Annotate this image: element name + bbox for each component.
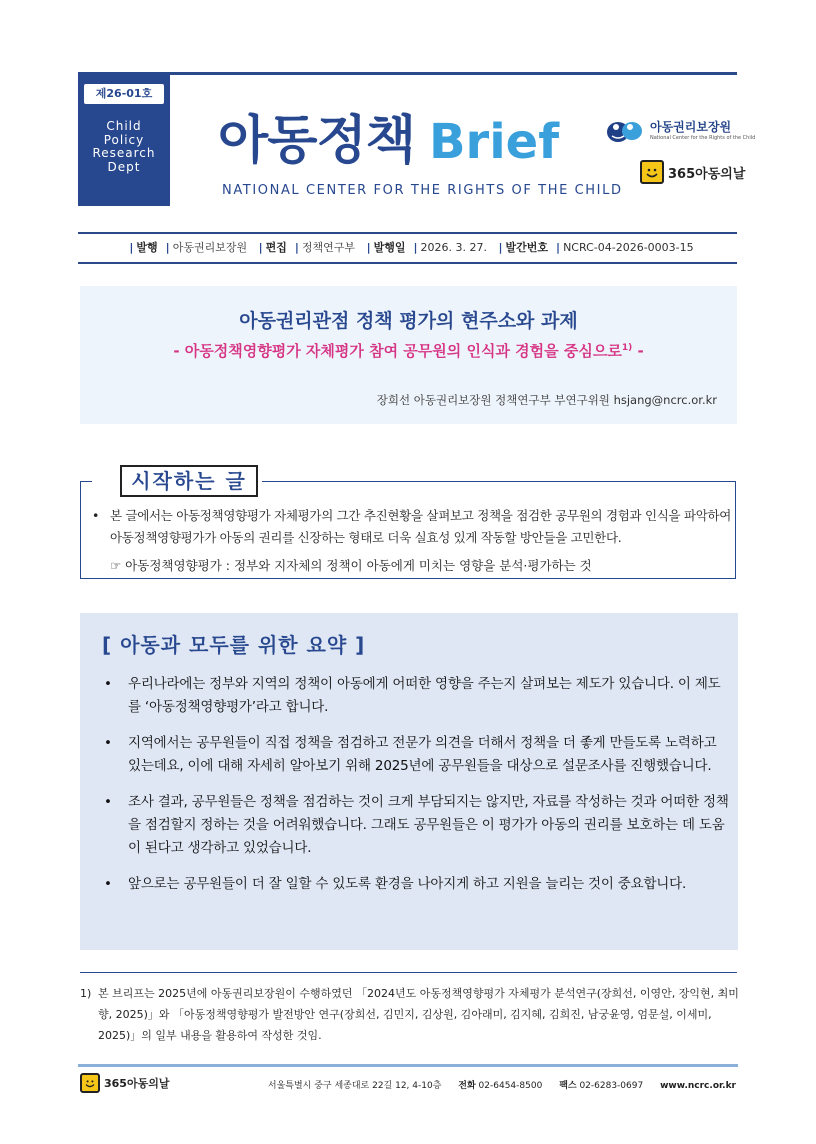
summary-box [80, 613, 738, 950]
editor-value: 정책연구부 [301, 241, 356, 254]
summary-item-text: 우리나라에는 정부와 지역의 정책이 아동에게 어떠한 영향을 주는지 살펴보는 제도가 있습니다. 이 제도를 ‘아동정책영향평가’라고 합니다. [128, 676, 721, 715]
separator: | [413, 241, 418, 254]
bullet: • [104, 676, 112, 692]
intro-heading: 시작하는 글 [120, 465, 258, 497]
brand-title-korean: 아동정책 [218, 111, 415, 171]
footer-campaign-text: 365아동의날 [104, 1077, 170, 1090]
footer-rule [78, 1064, 738, 1067]
date-label: 발행일 [373, 241, 406, 254]
bullet: • [104, 735, 112, 751]
intro-text: 본 글에서는 아동정책영향평가 자체평가의 그간 추진현황을 살펴보고 정책을 점검한 공무원의 경험과 인식을 파악하여 아동정책영향평가가 아동의 권리를 신장하는 형태로 더욱 실효성 있게 작동할 방안들을 고민한다. [110, 508, 732, 545]
date-value: 2026. 3. 27. [420, 241, 487, 254]
summary-item [102, 732, 732, 778]
fax-value: 02-6283-0697 [579, 1081, 644, 1091]
dept-line: Dept [107, 159, 141, 174]
website-link[interactable]: www.ncrc.or.kr [660, 1081, 736, 1091]
footnote-text: 본 브리프는 2025년에 아동권리보장원이 수행하였던 「2024년도 아동정책영향평가 자체평가 분석연구(장희선, 이영안, 장익현, 최미향, 2025)」와 「아동정책영향평가 발전방안 연구(장희선, 김민지, 김상원, 김아래미, 김지혜, 김희진, 남궁윤영, 엄문설, 이세미, 2025)」의 일부 내용을 활용하여 작성한 것임. [98, 987, 739, 1042]
phone-value: 02-6454-8500 [478, 1081, 543, 1091]
number-value: NCRC-04-2026-0003-15 [563, 241, 694, 254]
phone-label: 전화 [458, 1081, 476, 1091]
footer-address: 서울특별시 중구 세종대로 22길 12, 4-10층 [267, 1081, 442, 1091]
separator: | [165, 241, 170, 254]
separator: | [294, 241, 299, 254]
separator: | [258, 241, 263, 254]
separator: | [366, 241, 371, 254]
bullet: • [104, 794, 112, 810]
main-title: 아동권리관점 정책 평가의 현주소와 과제 [239, 310, 578, 332]
summary-item-text: 앞으로는 공무원들이 더 잘 일할 수 있도록 환경을 나아지게 하고 지원을 늘리는 것이 중요합니다. [128, 876, 687, 892]
intro-note: ☞ 아동정책영향평가 : 정부와 지자체의 정책이 아동에게 미치는 영향을 분석·평가하는 것 [110, 558, 592, 573]
dept-line: Policy [103, 132, 145, 147]
issue-number-badge: 제26-01호 [84, 84, 164, 104]
summary-heading: [ 아동과 모두를 위한 요약 ] [102, 633, 366, 657]
footer-campaign-logo [80, 1073, 170, 1095]
brand-title [218, 108, 559, 174]
footer-contact [268, 1078, 736, 1091]
smile-icon [640, 160, 664, 184]
bullet: • [104, 876, 112, 892]
header-top-rule [78, 72, 737, 75]
summary-item-text: 지역에서는 공무원들이 직접 정책을 점검하고 전문가 의견을 더해서 정책을 더 좋게 만들도록 노력하고 있는데요, 이에 대해 자세히 알아보기 위해 2025년에 공무원들을 대상으로 설문조사를 진행했습니다. [128, 735, 717, 774]
author-line: 장희선 아동권리보장원 정책연구부 부연구위원 hsjang@ncrc.or.kr [376, 393, 717, 407]
summary-list [102, 673, 732, 909]
separator: | [556, 241, 561, 254]
dept-label [78, 120, 170, 174]
editor-label: 편집 [265, 241, 287, 254]
publisher-label: 발행 [136, 241, 158, 254]
footnote-number: 1) [80, 987, 92, 1000]
separator: | [498, 241, 503, 254]
org-name: 아동권리보장원 [650, 120, 732, 134]
summary-item [102, 673, 732, 719]
dept-line: Research [92, 146, 156, 160]
sub-title-text: - 아동정책영향평가 자체평가 참여 공무원의 인식과 경험을 중심으로 [173, 342, 622, 360]
bullet: • [92, 508, 100, 523]
publication-info-bar [78, 232, 737, 264]
campaign-logo [640, 160, 746, 186]
footnote [80, 983, 740, 1046]
campaign-text: 365아동의날 [668, 167, 746, 182]
publisher-value: 아동권리보장원 [172, 241, 248, 254]
org-logo [606, 116, 756, 146]
fax-label: 팩스 [559, 1081, 577, 1091]
footnote-rule [80, 972, 737, 973]
number-label: 발간번호 [505, 241, 549, 254]
summary-item [102, 873, 732, 896]
separator: | [129, 241, 134, 254]
summary-item-text: 조사 결과, 공무원들은 정책을 점검하는 것이 크게 부담되지는 않지만, 자료를 작성하는 것과 어떠한 정책을 점검할지 정하는 것을 어려워했습니다. 그래도 공무원들은 이 평가가 아동의 권리를 보호하는 데 도움이 된다고 생각하고 있었습니다. [128, 794, 729, 856]
org-logo-icon [606, 118, 646, 144]
intro-paragraph [92, 505, 732, 549]
smile-icon [80, 1073, 100, 1093]
brand-title-english: Brief [428, 114, 560, 170]
summary-item [102, 791, 732, 860]
sub-title [80, 340, 737, 361]
footnote-ref[interactable]: 1) [621, 343, 633, 353]
sub-title-end: - [632, 342, 644, 360]
title-box [80, 286, 737, 424]
brand-subtitle: NATIONAL CENTER FOR THE RIGHTS OF THE CHILD [222, 183, 623, 198]
org-name-english: National Center for the Rights of the Child [650, 135, 756, 141]
dept-line: Child [106, 119, 142, 133]
